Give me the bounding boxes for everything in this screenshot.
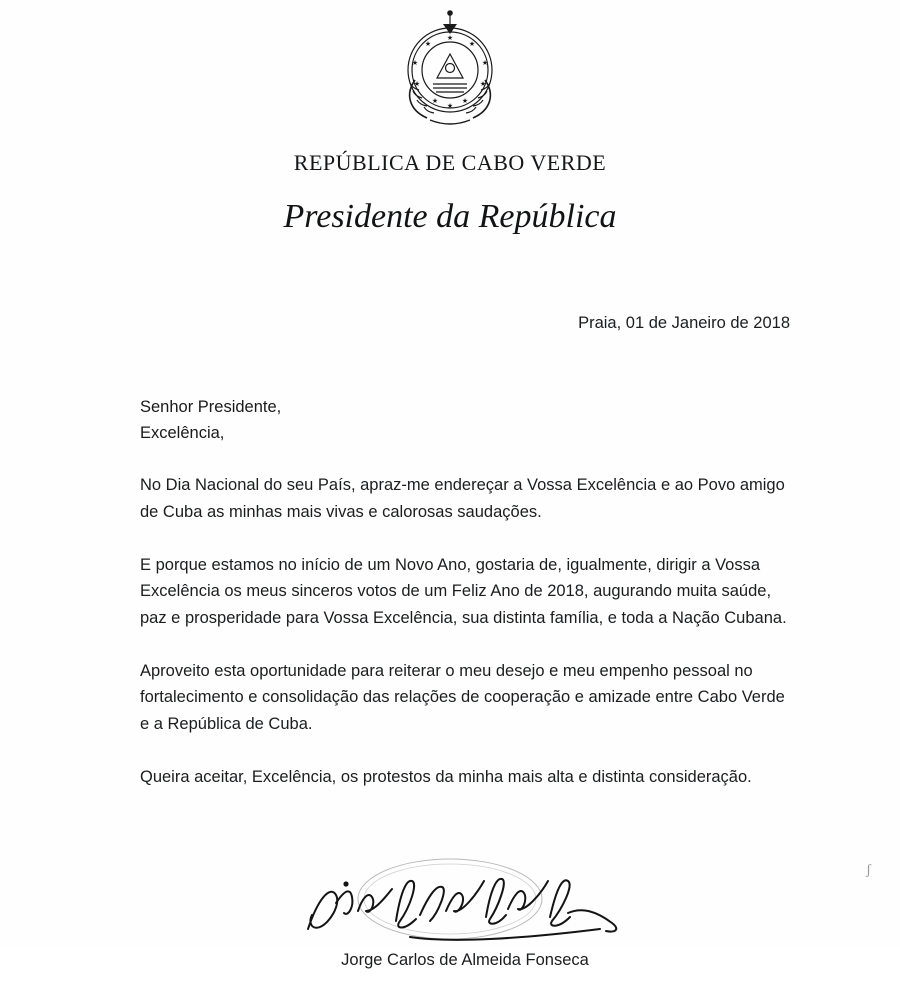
letterhead-office: Presidente da República [283, 198, 617, 235]
place-and-date: Praia, 01 de Janeiro de 2018 [578, 314, 790, 332]
letterhead [0, 150, 900, 236]
paragraph-1: No Dia Nacional do seu País, apraz-me endereçar a Vossa Excelência e ao Povo amigo de Cuba as minhas mais vivas e calorosas saudações. [140, 476, 785, 521]
svg-text:★: ★ [413, 80, 421, 88]
salutation [140, 395, 790, 446]
svg-text:★: ★ [446, 34, 454, 42]
svg-text:★: ★ [468, 40, 476, 48]
svg-text:★: ★ [461, 97, 469, 105]
stray-ink-mark: ʃ [866, 862, 871, 878]
svg-text:★: ★ [431, 97, 439, 105]
salutation-line-1: Senhor Presidente, [140, 398, 282, 416]
crest-container [0, 0, 900, 128]
salutation-line-2: Excelência, [140, 423, 225, 442]
letterhead-country: REPÚBLICA DE CABO VERDE [293, 150, 607, 175]
signature-block [140, 851, 790, 1001]
handwritten-signature-icon [300, 851, 630, 966]
svg-text:★: ★ [411, 59, 419, 67]
svg-text:★: ★ [481, 59, 489, 67]
letter-body [110, 314, 790, 1001]
coat-of-arms-icon [375, 10, 525, 128]
paragraph-2: E porque estamos no início de um Novo Ano, gostaria de, igualmente, dirigir a Vossa Excelência os meus sinceros votos de um Feliz Ano de 2018, augurando muita saúde, paz e prosperidade para Vossa Excelência, sua distinta família, e toda a Nação Cubana. [140, 555, 787, 627]
paragraph-3: Aproveito esta oportunidade para reiterar o meu desejo e meu empenho pessoal no fortalecimento e consolidação das relações de cooperação e amizade entre Cabo Verde e a República de Cuba. [140, 661, 785, 734]
signatory-name: Jorge Carlos de Almeida Fonseca [341, 950, 589, 969]
svg-text:★: ★ [446, 102, 454, 110]
svg-text:★: ★ [479, 80, 487, 88]
svg-text:★: ★ [424, 40, 432, 48]
paragraph-4: Queira aceitar, Excelência, os protestos da minha mais alta e distinta consideração. [140, 767, 752, 786]
